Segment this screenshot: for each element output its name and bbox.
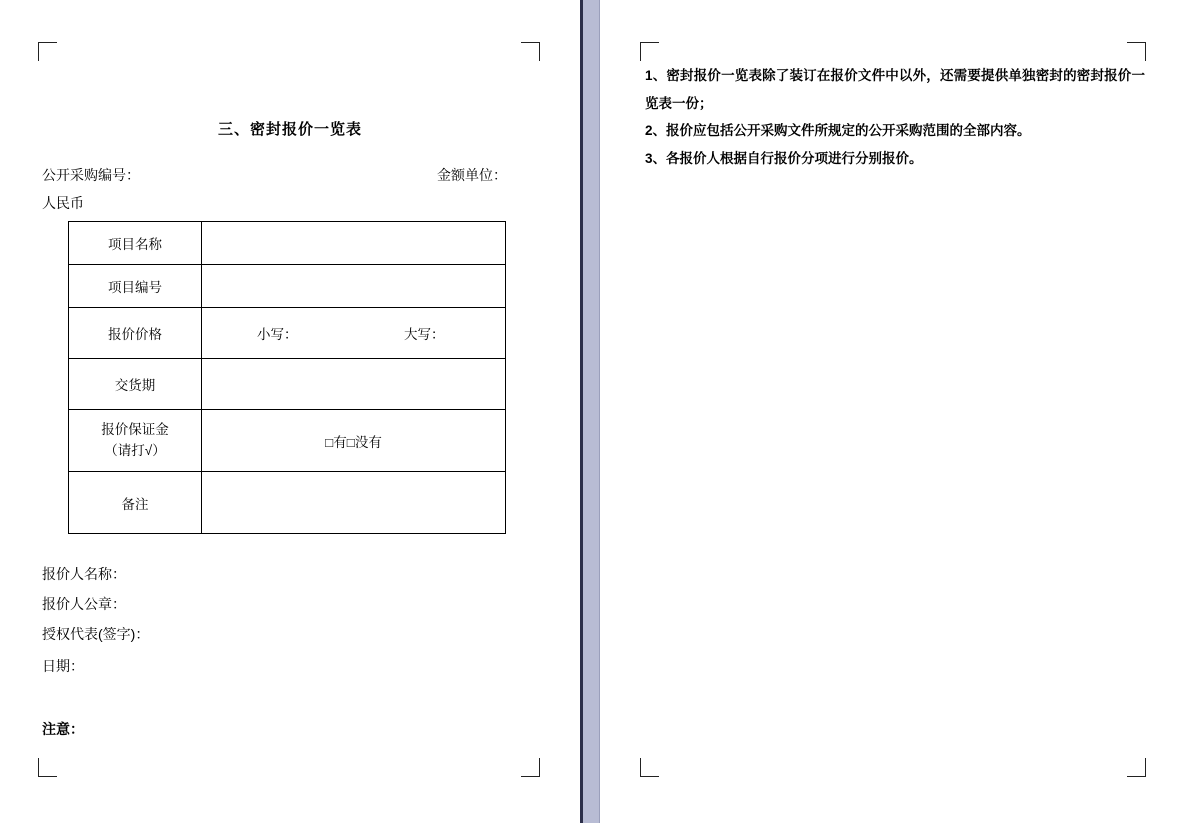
row-value-project-number[interactable] [202,265,506,308]
notice-list [645,62,1145,173]
crop-mark-bottom-left [640,758,659,777]
row-label-quotation-price: 报价价格 [69,308,202,359]
price-lowercase-label: 小写： [257,327,298,342]
page-title: 三、密封报价一览表 [217,121,362,138]
notice-item-2: 2、报价应包括公开采购文件所规定的公开采购范围的全部内容。 [645,123,1031,139]
row-value-delivery-period[interactable] [202,359,506,410]
row-value-quotation-deposit[interactable]: □有□没有 [202,410,506,472]
row-value-remarks[interactable] [202,472,506,534]
row-value-quotation-price[interactable] [202,308,506,359]
deposit-label-line2: （请打√） [104,442,166,458]
crop-mark-bottom-right [1127,758,1146,777]
currency-label: 人民币 [42,195,84,211]
deposit-label-line1: 报价保证金 [101,421,169,437]
signature-line-bidder-seal: 报价人公章： [42,596,126,612]
row-label-project-number: 项目编号 [69,265,202,308]
signature-line-date: 日期： [42,658,84,674]
notice-item-1: 1、密封报价一览表除了装订在报价文件中以外，还需要提供单独密封的密封报价一览表一份； [645,68,1145,111]
page-gutter-divider [580,0,600,823]
table-row [69,222,506,265]
crop-mark-top-left [640,42,659,61]
row-value-project-name[interactable] [202,222,506,265]
table-row [69,359,506,410]
signature-line-authorized-rep: 授权代表(签字)： [42,626,150,642]
notice-item-3: 3、各报价人根据自行报价分项进行分别报价。 [645,151,923,167]
amount-unit-label: 金额单位： [437,167,507,183]
notice-heading: 注意： [42,721,84,737]
crop-mark-bottom-right [521,758,540,777]
crop-mark-top-right [1127,42,1146,61]
crop-mark-top-left [38,42,57,61]
crop-mark-bottom-left [38,758,57,777]
document-page-left [0,0,580,823]
row-label-remarks: 备注 [69,472,202,534]
row-label-delivery-period: 交货期 [69,359,202,410]
table-row [69,308,506,359]
sealed-quotation-table [68,221,506,534]
row-label-quotation-deposit [69,410,202,472]
table-row [69,265,506,308]
purchase-number-label: 公开采购编号： [42,167,140,183]
signature-line-bidder-name: 报价人名称： [42,566,126,582]
table-row [69,472,506,534]
price-uppercase-label: 大写： [404,327,445,342]
table-row [69,410,506,472]
row-label-project-name: 项目名称 [69,222,202,265]
crop-mark-top-right [521,42,540,61]
